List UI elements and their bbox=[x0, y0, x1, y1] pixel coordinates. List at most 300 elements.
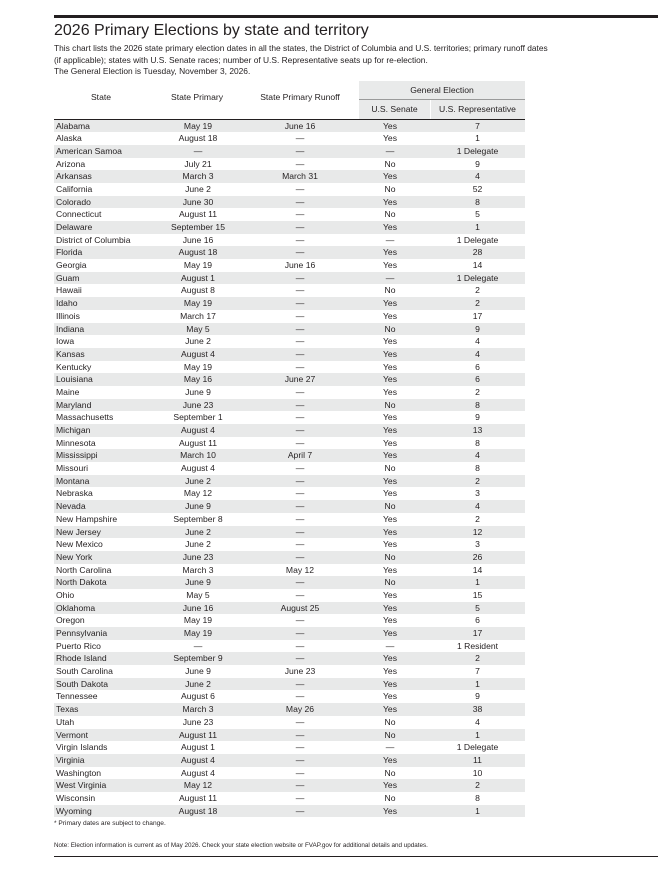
cell-runoff: — bbox=[295, 323, 305, 334]
cell-senate: Yes bbox=[382, 704, 398, 715]
cell-representative: 13 bbox=[472, 425, 483, 435]
table-row bbox=[54, 462, 525, 475]
cell-representative: 14 bbox=[472, 564, 483, 575]
cell-senate: No bbox=[384, 463, 396, 474]
header-state: State bbox=[90, 92, 112, 102]
cell-state: Pennsylvania bbox=[56, 628, 108, 638]
table-row bbox=[54, 538, 525, 551]
cell-runoff: — bbox=[295, 716, 305, 727]
cell-representative: 26 bbox=[472, 551, 483, 562]
cell-senate: Yes bbox=[382, 602, 398, 613]
cell-primary: August 18 bbox=[178, 247, 218, 258]
cell-runoff: — bbox=[295, 183, 305, 194]
cell-primary: June 9 bbox=[185, 501, 211, 512]
table-row bbox=[54, 323, 525, 336]
cell-senate: Yes bbox=[382, 754, 398, 765]
cell-senate: Yes bbox=[382, 120, 398, 131]
cell-primary: June 9 bbox=[185, 666, 211, 677]
cell-senate: — bbox=[385, 234, 395, 245]
cell-representative: 2 bbox=[475, 780, 480, 791]
cell-primary: June 23 bbox=[182, 399, 214, 410]
cell-runoff: — bbox=[295, 412, 305, 423]
cell-primary: May 5 bbox=[186, 589, 210, 600]
cell-primary: August 11 bbox=[178, 792, 218, 803]
cell-representative: 15 bbox=[472, 589, 483, 600]
cell-representative: 2 bbox=[475, 298, 480, 309]
table-row bbox=[54, 627, 525, 640]
table-row bbox=[54, 640, 525, 653]
cell-representative: 28 bbox=[472, 247, 483, 258]
cell-senate: Yes bbox=[382, 653, 398, 664]
cell-primary: September 8 bbox=[173, 513, 223, 524]
intro-text bbox=[54, 43, 658, 78]
cell-representative: 8 bbox=[475, 792, 480, 803]
cell-primary: August 4 bbox=[181, 348, 215, 359]
cell-state: Idaho bbox=[56, 298, 78, 309]
cell-primary: June 9 bbox=[185, 386, 211, 397]
cell-representative: 8 bbox=[475, 196, 480, 207]
cell-representative: 1 bbox=[475, 729, 480, 740]
cell-runoff: — bbox=[295, 589, 305, 600]
cell-runoff: — bbox=[295, 551, 305, 562]
cell-runoff: — bbox=[295, 678, 305, 689]
cell-state: New Mexico bbox=[56, 539, 103, 550]
cell-primary: August 4 bbox=[181, 425, 215, 435]
cell-representative: 6 bbox=[475, 615, 480, 626]
table-row bbox=[54, 132, 525, 145]
cell-senate: No bbox=[384, 183, 396, 194]
cell-representative: 17 bbox=[472, 310, 483, 321]
cell-state: Nevada bbox=[56, 501, 86, 512]
cell-state: Massachusetts bbox=[56, 412, 114, 423]
table-row bbox=[54, 665, 525, 678]
cell-primary: September 15 bbox=[171, 222, 225, 232]
table-row bbox=[54, 196, 525, 209]
table-row bbox=[54, 145, 525, 158]
cell-state: Delaware bbox=[56, 222, 93, 232]
cell-runoff: — bbox=[295, 222, 305, 232]
table-row bbox=[54, 779, 525, 792]
cell-senate: Yes bbox=[382, 222, 398, 232]
cell-runoff: — bbox=[295, 133, 305, 144]
table-row bbox=[54, 411, 525, 424]
cell-senate: Yes bbox=[382, 805, 398, 816]
table-row bbox=[54, 335, 525, 348]
cell-representative: 4 bbox=[475, 716, 480, 727]
cell-runoff: — bbox=[295, 729, 305, 740]
cell-senate: Yes bbox=[382, 475, 398, 486]
cell-runoff: — bbox=[295, 463, 305, 474]
table-row bbox=[54, 120, 525, 133]
cell-runoff: May 26 bbox=[285, 704, 315, 715]
cell-state: Oregon bbox=[56, 615, 85, 626]
cell-representative: 9 bbox=[475, 412, 480, 423]
cell-senate: Yes bbox=[382, 589, 398, 600]
table-row bbox=[54, 348, 525, 361]
cell-primary: June 2 bbox=[185, 336, 211, 347]
cell-runoff: — bbox=[295, 742, 305, 753]
table-row bbox=[54, 690, 525, 703]
top-rule bbox=[54, 15, 658, 18]
cell-runoff: — bbox=[295, 234, 305, 245]
cell-state: North Dakota bbox=[56, 577, 107, 588]
cell-primary: August 6 bbox=[181, 691, 215, 702]
cell-state: South Carolina bbox=[56, 666, 113, 677]
header-representative: U.S. Representative bbox=[439, 104, 516, 114]
cell-state: Utah bbox=[56, 716, 75, 727]
cell-state: Colorado bbox=[56, 196, 91, 207]
cell-state: Texas bbox=[56, 704, 79, 715]
cell-state: Vermont bbox=[56, 729, 89, 740]
cell-state: Ohio bbox=[56, 589, 75, 600]
cell-representative: 8 bbox=[475, 399, 480, 410]
cell-senate: Yes bbox=[382, 666, 398, 677]
table-row bbox=[54, 767, 525, 780]
cell-representative: 12 bbox=[472, 526, 483, 537]
cell-runoff: — bbox=[295, 792, 305, 803]
cell-runoff: — bbox=[295, 310, 305, 321]
cell-primary: June 2 bbox=[185, 475, 211, 486]
cell-state: South Dakota bbox=[56, 678, 109, 689]
cell-representative: 14 bbox=[472, 260, 483, 271]
cell-primary: June 23 bbox=[182, 716, 214, 727]
header-runoff: State Primary Runoff bbox=[260, 92, 340, 102]
cell-runoff: — bbox=[295, 361, 305, 372]
cell-primary: — bbox=[193, 145, 203, 156]
table-row bbox=[54, 614, 525, 627]
cell-runoff: — bbox=[295, 501, 305, 512]
cell-senate: Yes bbox=[382, 628, 398, 638]
table-row bbox=[54, 602, 525, 615]
table-row bbox=[54, 487, 525, 500]
cell-state: Mississippi bbox=[56, 450, 98, 461]
cell-representative: 3 bbox=[475, 539, 480, 550]
cell-senate: Yes bbox=[382, 298, 398, 309]
cell-representative: 4 bbox=[475, 336, 480, 347]
cell-state: Wyoming bbox=[56, 805, 92, 816]
table-row bbox=[54, 297, 525, 310]
cell-runoff: — bbox=[295, 539, 305, 550]
cell-state: New Jersey bbox=[56, 526, 101, 537]
cell-primary: August 1 bbox=[181, 742, 215, 753]
cell-representative: 2 bbox=[475, 386, 480, 397]
cell-representative: 2 bbox=[475, 475, 480, 486]
table-row bbox=[54, 792, 525, 805]
table-row bbox=[54, 564, 525, 577]
cell-senate: Yes bbox=[382, 564, 398, 575]
cell-senate: No bbox=[384, 551, 396, 562]
cell-primary: May 19 bbox=[183, 120, 213, 131]
cell-senate: No bbox=[384, 158, 396, 169]
table-row bbox=[54, 373, 525, 386]
cell-runoff: — bbox=[295, 577, 305, 588]
table-row bbox=[54, 234, 525, 247]
cell-senate: Yes bbox=[382, 374, 398, 385]
header-primary: State Primary bbox=[170, 92, 224, 102]
cell-state: New York bbox=[56, 551, 93, 562]
cell-primary: July 21 bbox=[184, 158, 212, 169]
cell-runoff: May 12 bbox=[285, 564, 315, 575]
cell-senate: No bbox=[384, 577, 396, 588]
table-row bbox=[54, 526, 525, 539]
cell-state: Kansas bbox=[56, 348, 85, 359]
cell-primary: August 8 bbox=[181, 285, 215, 296]
cell-runoff: — bbox=[295, 196, 305, 207]
cell-primary: August 11 bbox=[178, 437, 218, 448]
cell-senate: No bbox=[384, 323, 396, 334]
cell-primary: June 2 bbox=[185, 678, 211, 689]
cell-representative: 1 bbox=[475, 222, 480, 232]
cell-state: Florida bbox=[56, 247, 83, 258]
cell-primary: May 5 bbox=[186, 323, 210, 334]
note: Note: Election information is current as of May 2026. Check your state election website or FVAP.gov for additional details and updates. bbox=[54, 842, 428, 849]
cell-representative: 1 Delegate bbox=[456, 272, 499, 283]
cell-state: Arizona bbox=[56, 158, 86, 169]
table-row bbox=[54, 449, 525, 462]
cell-representative: 4 bbox=[475, 501, 480, 512]
cell-representative: 52 bbox=[472, 183, 483, 194]
cell-primary: May 19 bbox=[183, 361, 213, 372]
cell-representative: 2 bbox=[475, 285, 480, 296]
cell-representative: 8 bbox=[475, 437, 480, 448]
cell-representative: 2 bbox=[475, 653, 480, 664]
cell-runoff: — bbox=[295, 336, 305, 347]
intro-line: This chart lists the 2026 state primary election dates in all the states, the District of Columbia and U.S. territories; primary runoff dates bbox=[54, 43, 548, 53]
cell-state: Indiana bbox=[56, 323, 85, 334]
cell-state: Kentucky bbox=[56, 361, 92, 372]
cell-senate: Yes bbox=[382, 412, 398, 423]
cell-primary: June 30 bbox=[182, 196, 214, 207]
cell-state: Tennessee bbox=[56, 691, 98, 702]
cell-runoff: — bbox=[295, 780, 305, 791]
cell-senate: — bbox=[385, 640, 395, 651]
table-row bbox=[54, 652, 525, 665]
cell-primary: June 23 bbox=[182, 551, 214, 562]
table-row bbox=[54, 310, 525, 323]
table-row bbox=[54, 208, 525, 221]
cell-state: Virgin Islands bbox=[56, 742, 108, 753]
table-row bbox=[54, 716, 525, 729]
table-row bbox=[54, 741, 525, 754]
cell-runoff: June 27 bbox=[284, 374, 316, 385]
cell-representative: 4 bbox=[475, 171, 480, 182]
cell-senate: — bbox=[385, 742, 395, 753]
table-row bbox=[54, 386, 525, 399]
footnote: * Primary dates are subject to change. bbox=[54, 820, 166, 827]
cell-senate: — bbox=[385, 145, 395, 156]
cell-state: Minnesota bbox=[56, 437, 96, 448]
cell-primary: August 4 bbox=[181, 767, 215, 778]
cell-runoff: — bbox=[295, 272, 305, 283]
cell-primary: August 1 bbox=[181, 272, 215, 283]
cell-state: Hawaii bbox=[56, 285, 82, 296]
cell-state: New Hampshire bbox=[56, 513, 118, 524]
cell-primary: June 16 bbox=[182, 234, 214, 245]
table-row bbox=[54, 272, 525, 285]
cell-runoff: — bbox=[295, 805, 305, 816]
cell-senate: Yes bbox=[382, 513, 398, 524]
cell-senate: Yes bbox=[382, 615, 398, 626]
cell-primary: May 12 bbox=[183, 780, 213, 791]
cell-state: California bbox=[56, 183, 93, 194]
cell-representative: 1 Delegate bbox=[456, 234, 499, 245]
cell-runoff: August 25 bbox=[280, 602, 320, 613]
table-row bbox=[54, 729, 525, 742]
header-general-election: General Election bbox=[410, 85, 474, 95]
cell-runoff: — bbox=[295, 628, 305, 638]
cell-runoff: — bbox=[295, 767, 305, 778]
cell-primary: May 12 bbox=[183, 488, 213, 499]
table-row bbox=[54, 500, 525, 513]
cell-runoff: — bbox=[295, 158, 305, 169]
cell-primary: June 2 bbox=[185, 539, 211, 550]
cell-runoff: — bbox=[295, 615, 305, 626]
cell-representative: 11 bbox=[473, 754, 482, 765]
cell-primary: June 2 bbox=[185, 526, 211, 537]
cell-primary: May 19 bbox=[183, 628, 213, 638]
cell-senate: No bbox=[384, 399, 396, 410]
cell-senate: Yes bbox=[382, 539, 398, 550]
cell-senate: Yes bbox=[382, 260, 398, 271]
cell-state: Rhode Island bbox=[56, 653, 107, 664]
general-election-header-divider bbox=[359, 99, 525, 100]
table-row bbox=[54, 259, 525, 272]
cell-runoff: — bbox=[295, 247, 305, 258]
cell-senate: No bbox=[384, 716, 396, 727]
cell-runoff: June 23 bbox=[284, 666, 316, 677]
cell-runoff: — bbox=[295, 488, 305, 499]
cell-senate: Yes bbox=[382, 361, 398, 372]
header-senate: U.S. Senate bbox=[371, 104, 418, 114]
cell-runoff: — bbox=[295, 285, 305, 296]
cell-representative: 4 bbox=[475, 450, 480, 461]
cell-state: Arkansas bbox=[56, 171, 92, 182]
cell-senate: — bbox=[385, 272, 395, 283]
cell-senate: Yes bbox=[382, 310, 398, 321]
cell-senate: Yes bbox=[382, 133, 398, 144]
cell-representative: 9 bbox=[475, 691, 480, 702]
table-row bbox=[54, 754, 525, 767]
table-row bbox=[54, 576, 525, 589]
cell-state: Illinois bbox=[56, 310, 80, 321]
cell-runoff: — bbox=[295, 348, 305, 359]
cell-senate: Yes bbox=[382, 336, 398, 347]
table-row bbox=[54, 424, 525, 437]
cell-senate: No bbox=[384, 729, 396, 740]
cell-senate: Yes bbox=[382, 425, 398, 435]
table-row bbox=[54, 221, 525, 234]
cell-runoff: June 16 bbox=[284, 120, 316, 131]
cell-representative: 5 bbox=[475, 209, 480, 220]
cell-representative: 6 bbox=[475, 361, 480, 372]
cell-representative: 10 bbox=[472, 767, 483, 778]
table-row bbox=[54, 361, 525, 374]
table-row bbox=[54, 589, 525, 602]
cell-primary: September 1 bbox=[173, 412, 223, 423]
cell-senate: No bbox=[384, 501, 396, 512]
cell-representative: 1 bbox=[475, 577, 480, 588]
cell-primary: May 19 bbox=[183, 615, 213, 626]
cell-state: Wisconsin bbox=[56, 792, 96, 803]
cell-runoff: — bbox=[295, 209, 305, 220]
cell-senate: Yes bbox=[382, 196, 398, 207]
cell-senate: Yes bbox=[382, 450, 398, 461]
cell-runoff: — bbox=[295, 754, 305, 765]
cell-representative: 1 bbox=[475, 678, 480, 689]
table-row bbox=[54, 399, 525, 412]
table-row bbox=[54, 678, 525, 691]
cell-primary: March 17 bbox=[180, 310, 216, 321]
cell-representative: 1 bbox=[475, 805, 480, 816]
cell-runoff: — bbox=[295, 298, 305, 309]
cell-runoff: — bbox=[295, 437, 305, 448]
cell-primary: June 9 bbox=[185, 577, 211, 588]
cell-senate: Yes bbox=[382, 247, 398, 258]
table-row bbox=[54, 183, 525, 196]
cell-senate: No bbox=[384, 209, 396, 220]
cell-representative: 17 bbox=[472, 628, 483, 638]
cell-representative: 6 bbox=[475, 374, 480, 385]
cell-state: Connecticut bbox=[56, 209, 102, 220]
cell-runoff: — bbox=[295, 399, 305, 410]
cell-senate: No bbox=[384, 285, 396, 296]
table-row bbox=[54, 437, 525, 450]
cell-state: American Samoa bbox=[56, 145, 122, 156]
cell-representative: 7 bbox=[475, 666, 480, 677]
cell-state: Guam bbox=[56, 272, 80, 283]
cell-state: Virginia bbox=[56, 754, 85, 765]
cell-state: Louisiana bbox=[56, 374, 93, 385]
cell-representative: 2 bbox=[475, 513, 480, 524]
intro-line: The General Election is Tuesday, November 3, 2026. bbox=[54, 66, 251, 76]
cell-runoff: — bbox=[295, 386, 305, 397]
cell-primary: August 11 bbox=[178, 209, 218, 220]
cell-primary: May 19 bbox=[183, 298, 213, 309]
elections-table bbox=[54, 120, 525, 818]
cell-runoff: — bbox=[295, 513, 305, 524]
cell-primary: — bbox=[193, 640, 203, 651]
cell-representative: 9 bbox=[475, 158, 480, 169]
cell-runoff: March 31 bbox=[282, 171, 318, 182]
cell-state: Oklahoma bbox=[56, 602, 96, 613]
cell-runoff: — bbox=[295, 145, 305, 156]
cell-runoff: — bbox=[295, 526, 305, 537]
cell-runoff: — bbox=[295, 475, 305, 486]
cell-runoff: June 16 bbox=[284, 260, 316, 271]
table-row bbox=[54, 551, 525, 564]
cell-state: Alaska bbox=[56, 133, 82, 144]
cell-primary: March 10 bbox=[180, 450, 216, 461]
cell-primary: March 3 bbox=[182, 564, 214, 575]
cell-state: Alabama bbox=[56, 120, 90, 131]
page-title: 2026 Primary Elections by state and territory bbox=[54, 22, 369, 39]
cell-state: Michigan bbox=[56, 425, 91, 435]
table-row bbox=[54, 170, 525, 183]
cell-state: District of Columbia bbox=[56, 234, 131, 245]
cell-primary: August 11 bbox=[178, 729, 218, 740]
cell-state: Nebraska bbox=[56, 488, 93, 499]
cell-senate: Yes bbox=[382, 437, 398, 448]
cell-primary: May 16 bbox=[183, 374, 213, 385]
cell-senate: Yes bbox=[382, 348, 398, 359]
cell-representative: 5 bbox=[475, 602, 480, 613]
table-row bbox=[54, 158, 525, 171]
cell-state: Puerto Rico bbox=[56, 640, 101, 651]
cell-state: Washington bbox=[56, 767, 102, 778]
cell-state: West Virginia bbox=[56, 780, 107, 791]
cell-senate: Yes bbox=[382, 678, 398, 689]
cell-representative: 1 Delegate bbox=[456, 742, 499, 753]
